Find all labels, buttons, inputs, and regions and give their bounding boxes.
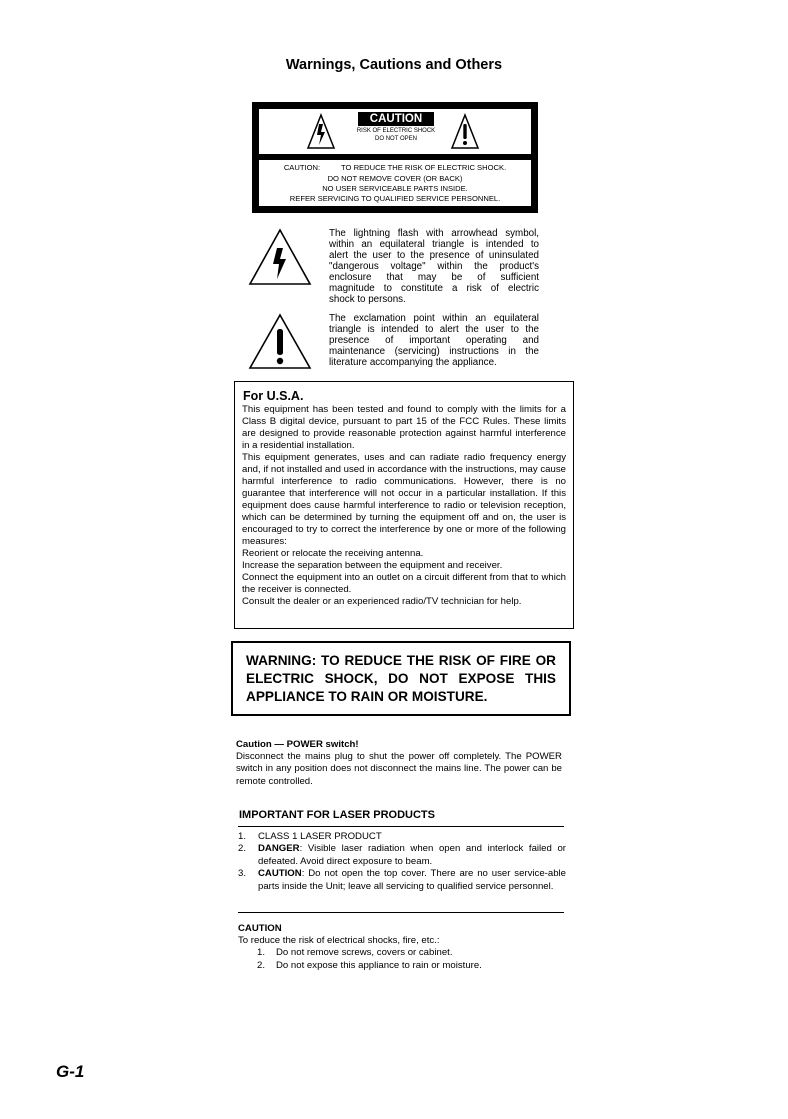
fcc-paragraph: This equipment has been tested and found to comply with the limits for a Class B digital device, pursuant to part 15 of the FCC Rules. These limits are designed to provide reasonable protection against harmful interference in a residential installation. (242, 404, 566, 451)
fcc-notice-heading: For U.S.A. (243, 389, 304, 403)
caution-heading: CAUTION (238, 923, 282, 934)
text-line: maintenance (servicing) instructions in the (329, 346, 539, 357)
divider (238, 826, 564, 827)
text-line: enclosure that may be of sufficient (329, 272, 539, 283)
list-item (238, 843, 566, 868)
text-line: alert the user to the presence of uninsulated (329, 250, 539, 261)
caution-badge: CAUTION (358, 112, 434, 126)
laser-list (238, 831, 566, 893)
caution-label-top (259, 109, 531, 154)
caution-label-line: REFER SERVICING TO QUALIFIED SERVICE PERSONNEL. (289, 194, 501, 203)
page-number: G-1 (56, 1062, 85, 1081)
fcc-notice-body (242, 404, 566, 608)
warning-text: WARNING: TO REDUCE THE RISK OF FIRE OR ELECTRIC SHOCK, DO NOT EXPOSE THIS APPLIANCE TO RAIN OR MOISTURE. (246, 653, 556, 704)
power-switch-caution (236, 739, 562, 788)
laser-heading: IMPORTANT FOR LASER PRODUCTS (239, 809, 435, 821)
caution-label-text: CAUTION (258, 868, 302, 880)
list-item (238, 960, 568, 972)
page-title: Warnings, Cautions and Others (285, 57, 503, 73)
text-line: The lightning flash with arrowhead symbol, (329, 228, 539, 239)
text-line: The exclamation point within an equilateral (329, 313, 539, 324)
lightning-triangle-icon (306, 113, 336, 150)
exclamation-triangle-icon (450, 113, 480, 150)
fcc-notice-box (234, 381, 574, 629)
divider (238, 912, 564, 913)
power-caution-body: Disconnect the mains plug to shut the power off completely. The POWER switch in any position does not disconnect the mains line. The power can be remote controlled. (236, 751, 562, 787)
list-number: 2. (238, 843, 247, 855)
list-item (238, 868, 566, 893)
caution-item-text: Do not expose this appliance to rain or moisture. (276, 959, 482, 971)
text-line: literature accompanying the appliance. (329, 357, 497, 368)
exclamation-triangle-icon (248, 313, 312, 370)
text-line: within an equilateral triangle is intended to (329, 239, 539, 250)
list-number: 3. (238, 868, 247, 880)
power-caution-heading: Caution — POWER switch! (236, 739, 359, 750)
caution-label-line: CAUTION: TO REDUCE THE RISK OF ELECTRIC SHOCK. (283, 163, 507, 172)
text-line: magnitude to constitute a risk of electric (329, 283, 539, 294)
danger-label: DANGER (258, 843, 300, 855)
caution-item-text: Do not remove screws, covers or cabinet. (276, 947, 453, 959)
warning-box (231, 641, 571, 716)
lightning-triangle-icon (248, 228, 312, 286)
fcc-measure: Reorient or relocate the receiving antenna. (242, 548, 424, 559)
caution-label-open-text: DO NOT OPEN (375, 136, 417, 142)
fcc-measure: Connect the equipment into an outlet on a circuit different from that to which the receiver is connected. (242, 572, 566, 595)
fcc-paragraph: This equipment generates, uses and can radiate radio frequency energy and, if not installed and used in accordance with the instructions, may cause harmful interference to radio communications. However, there is no guarantee that interference will not occur in a particular installation. If this equipment does cause harmful interference to radio or television reception, which can be determined by turning the equipment off and on, the user is encouraged to try to correct the interference by one or more of the following measures: (242, 452, 566, 547)
text-line: triangle is intended to alert the user to the (329, 324, 539, 335)
caution-label-risk-text: RISK OF ELECTRIC SHOCK (356, 128, 436, 134)
caution-label (252, 102, 538, 213)
laser-item-text: CLASS 1 LASER PRODUCT (258, 831, 382, 842)
fcc-measure: Consult the dealer or an experienced radio/TV technician for help. (242, 596, 522, 607)
caution-section (238, 923, 568, 972)
laser-item-text: : Visible laser radiation when open and interlock failed or defeated. Avoid direct exposure to beam. (258, 843, 566, 867)
text-line: shock to persons. (329, 294, 406, 305)
caution-label-line: DO NOT REMOVE COVER (OR BACK) (327, 174, 463, 183)
list-number: 1. (238, 831, 247, 842)
list-number: 2. (257, 959, 266, 971)
fcc-measure: Increase the separation between the equipment and receiver. (242, 560, 503, 571)
caution-label-line: NO USER SERVICEABLE PARTS INSIDE. (322, 184, 468, 193)
text-line: presence of important operating and (329, 335, 539, 346)
caution-intro: To reduce the risk of electrical shocks, fire, etc.: (238, 935, 440, 947)
laser-item-text: : Do not open the top cover. There are no user service-able parts inside the Unit; leave all servicing to qualified service personnel. (258, 868, 566, 892)
text-line: "dangerous voltage" within the product's (329, 261, 539, 272)
caution-label-bottom (259, 160, 531, 206)
list-item (238, 947, 568, 959)
list-item (238, 831, 566, 843)
list-number: 1. (257, 947, 266, 959)
